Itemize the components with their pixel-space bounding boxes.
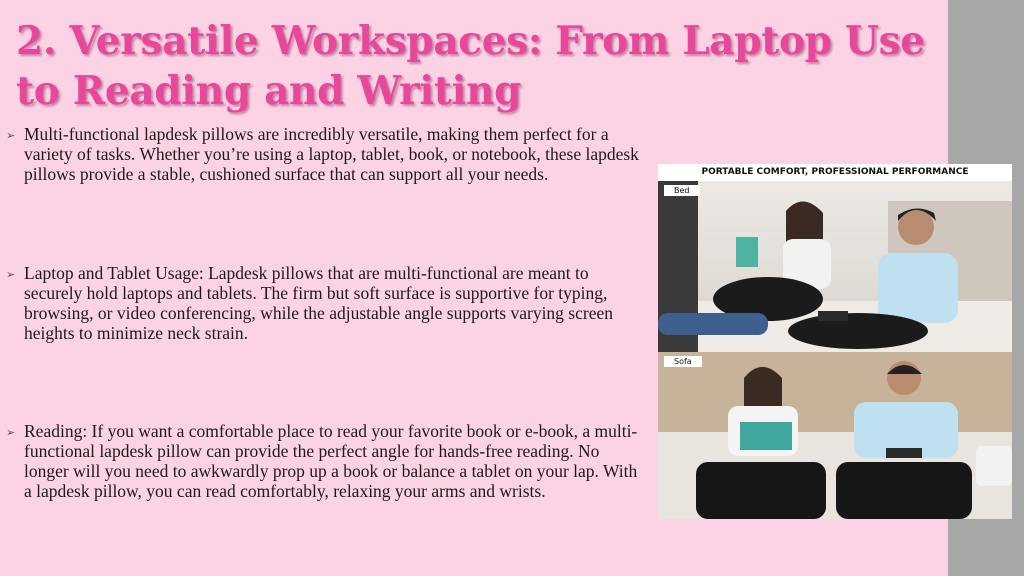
sofa-scene-illustration xyxy=(658,352,1012,519)
scene-sofa xyxy=(658,352,1012,519)
bullet-arrow-icon: ➢ xyxy=(6,427,16,439)
slide-title: 2. Versatile Workspaces: From Laptop Use to Reading and Writing xyxy=(16,18,925,114)
product-photo xyxy=(658,164,1012,519)
bullet-arrow-icon: ➢ xyxy=(6,130,16,142)
bullet-text: Reading: If you want a comfortable place to read your favorite book or e-book, a multi-functional lapdesk pillow can provide the perfect angle for hands-free reading. No longer will you need to awkwardly prop up a book or balance a tablet on your lap. With a lapdesk pillow, you can read comfortably, relaxing your arms and wrists. xyxy=(24,421,638,501)
scene-label-sofa: Sofa xyxy=(664,356,702,367)
bullet-laptop-tablet xyxy=(6,263,646,343)
bullet-reading xyxy=(6,421,646,501)
bullet-text: Multi-functional lapdesk pillows are incredibly versatile, making them perfect for a variety of tasks. Whether you’re using a laptop, tablet, book, or notebook, these lapdesk pillows provide a stable, cushioned surface that can support all your needs. xyxy=(24,124,639,184)
photo-header: PORTABLE COMFORT, PROFESSIONAL PERFORMANCE xyxy=(658,164,1012,181)
scene-bed xyxy=(658,181,1012,353)
bed-scene-illustration xyxy=(658,181,1012,353)
bullet-text: Laptop and Tablet Usage: Lapdesk pillows that are multi-functional are meant to securely hold laptops and tablets. The firm but soft surface is supportive for typing, browsing, or video conferencing, while the adjustable angle supports varying screen heights to minimize neck strain. xyxy=(24,263,613,343)
bullet-intro xyxy=(6,124,646,184)
bullet-arrow-icon: ➢ xyxy=(6,269,16,281)
scene-label-bed: Bed xyxy=(664,185,700,196)
